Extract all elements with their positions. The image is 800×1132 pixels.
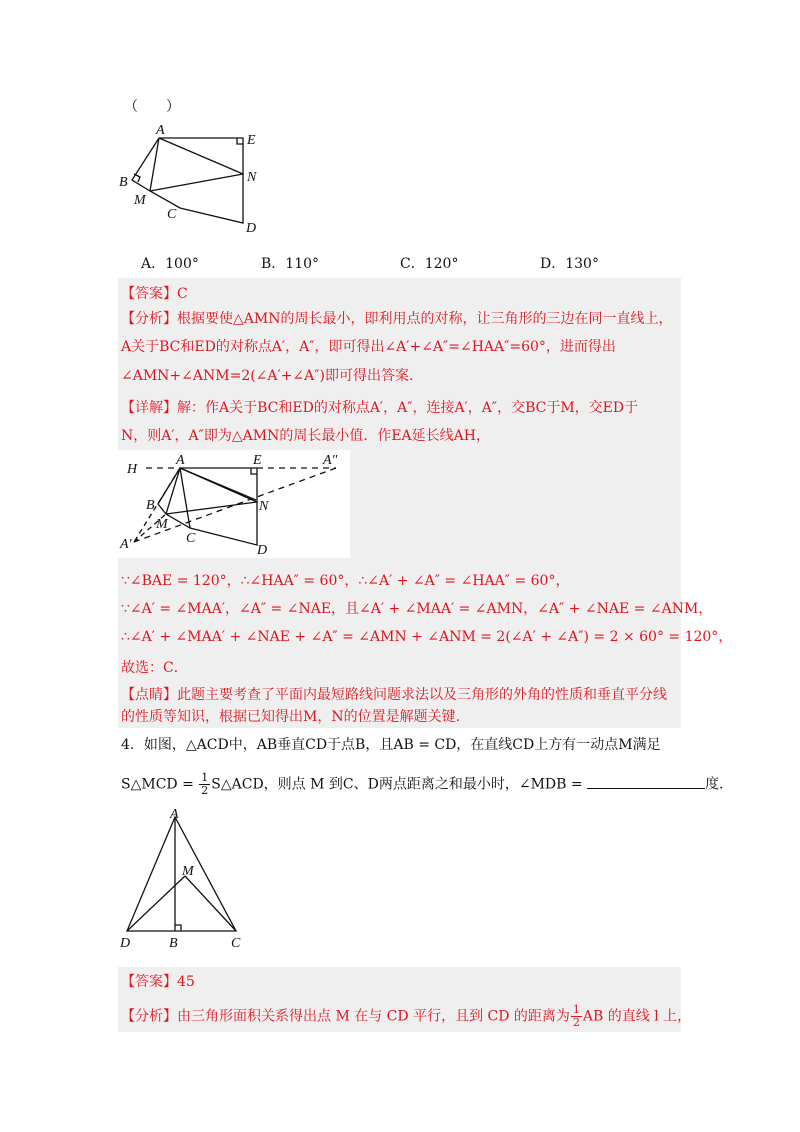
segment-MN (166, 502, 257, 514)
analysis-line-q4: 【分析】由三角形面积关系得出点 M 在与 CD 平行，且到 CD 的距离为 $\frac{1}{2}$ AB 的直线 l 上， (121, 1003, 692, 1029)
label-A2: A″ (323, 453, 338, 468)
label-E: E (247, 133, 256, 148)
label-A1: A′ (120, 537, 132, 552)
segment-MN (150, 174, 243, 191)
label-M: M (134, 193, 146, 208)
right-angle-E (251, 468, 257, 474)
option-C: C．120° (400, 256, 459, 272)
answer-line: 【答案】C (121, 286, 188, 302)
detail-line-2: N，则A′，A″即为△AMN的周长最小值．作EA延长线AH， (121, 428, 490, 444)
proof-line-3: ∴∠A′ + ∠MAA′ + ∠NAE + ∠A″ = ∠AMN + ∠ANM = 2(∠A′ + ∠A″) = 2 × 60° = 120°， (121, 629, 733, 645)
segment-AN (159, 138, 243, 174)
proof-line-2: ∵∠A′ = ∠MAA′，∠A″ = ∠NAE，且∠A′ + ∠MAA′ = ∠AMN，∠A″ + ∠NAE = ∠ANM， (121, 601, 713, 617)
label-M: M (156, 517, 168, 532)
geometry-figure-solution (118, 450, 350, 558)
fraction-numerator: 1 (572, 1003, 580, 1016)
segment-AM (166, 468, 180, 514)
question4-line-1: 4．如图，△ACD中，AB垂直CD于点B，且AB = CD，在直线CD上方有一动点M满足 (121, 737, 661, 753)
analysis-line-3: ∠AMN+∠ANM=2(∠A′+∠A″)即可得出答案. (121, 368, 414, 384)
proof-line-1: ∵∠BAE = 120°，∴∠HAA″ = 60°，∴∠A′ + ∠A″ = ∠HAA″ = 60°， (121, 573, 570, 589)
label-D: D (120, 936, 131, 951)
segment-AC (180, 468, 190, 528)
label-N: N (259, 499, 269, 514)
question4-line-2: S△MCD = $\frac{1}{2}$ S△ACD，则点 M 到C、D两点距离之和最小时，∠MDB = 度. (121, 771, 724, 797)
answer-line-q4: 【答案】45 (121, 974, 195, 990)
label-C: C (186, 531, 196, 546)
label-B: B (119, 175, 128, 190)
fraction-denominator: 2 (572, 1016, 580, 1029)
geometry-figure-q4 (115, 805, 255, 955)
label-A: A (176, 453, 185, 468)
label-C: C (167, 207, 177, 222)
label-D: D (246, 221, 257, 236)
label-N: N (247, 170, 257, 185)
fraction-numerator: 1 (201, 771, 209, 784)
label-B: B (146, 498, 155, 513)
analysis-line-1: 【分析】根据要使△AMN的周长最小，即利用点的对称，让三角形的三边在同一直线上， (121, 311, 673, 327)
label-H: H (127, 462, 138, 477)
answer-blank[interactable] (587, 774, 705, 789)
analysis-line-2: A关于BC和ED的对称点A′，A″，即可得出∠A′+∠A″=∠HAA″=60°，进而得出 (121, 339, 616, 355)
conclusion-line: 故选：C． (121, 660, 188, 676)
comment-line-2: 的性质等知识，根据已知得出M，N的位置是解题关键. (121, 709, 461, 725)
label-A: A (156, 123, 165, 138)
geometry-figure-q3 (110, 120, 270, 240)
segment-DM (127, 876, 185, 931)
label-D: D (257, 543, 268, 558)
comment-line-1: 【点睛】此题主要考查了平面内最短路线问题求法以及三角形的外角的性质和垂直平分线 (121, 687, 667, 703)
option-A: A．100° (141, 256, 199, 272)
option-B: B．110° (261, 256, 320, 272)
label-A: A (170, 807, 179, 822)
label-B: B (169, 936, 178, 951)
segment-AN2 (180, 468, 256, 500)
right-angle-B (175, 925, 181, 931)
label-M: M (182, 864, 194, 879)
option-D: D．130° (540, 256, 599, 272)
label-E: E (253, 453, 262, 468)
label-C: C (231, 936, 241, 951)
right-angle-E (237, 138, 243, 144)
fraction-denominator: 2 (201, 784, 209, 797)
answer-bracket: （ ） (124, 99, 180, 115)
detail-line-1: 【详解】解：作A关于BC和ED的对称点A′，A″，连接A′，A″，交BC于M，交ED于 (121, 400, 639, 416)
